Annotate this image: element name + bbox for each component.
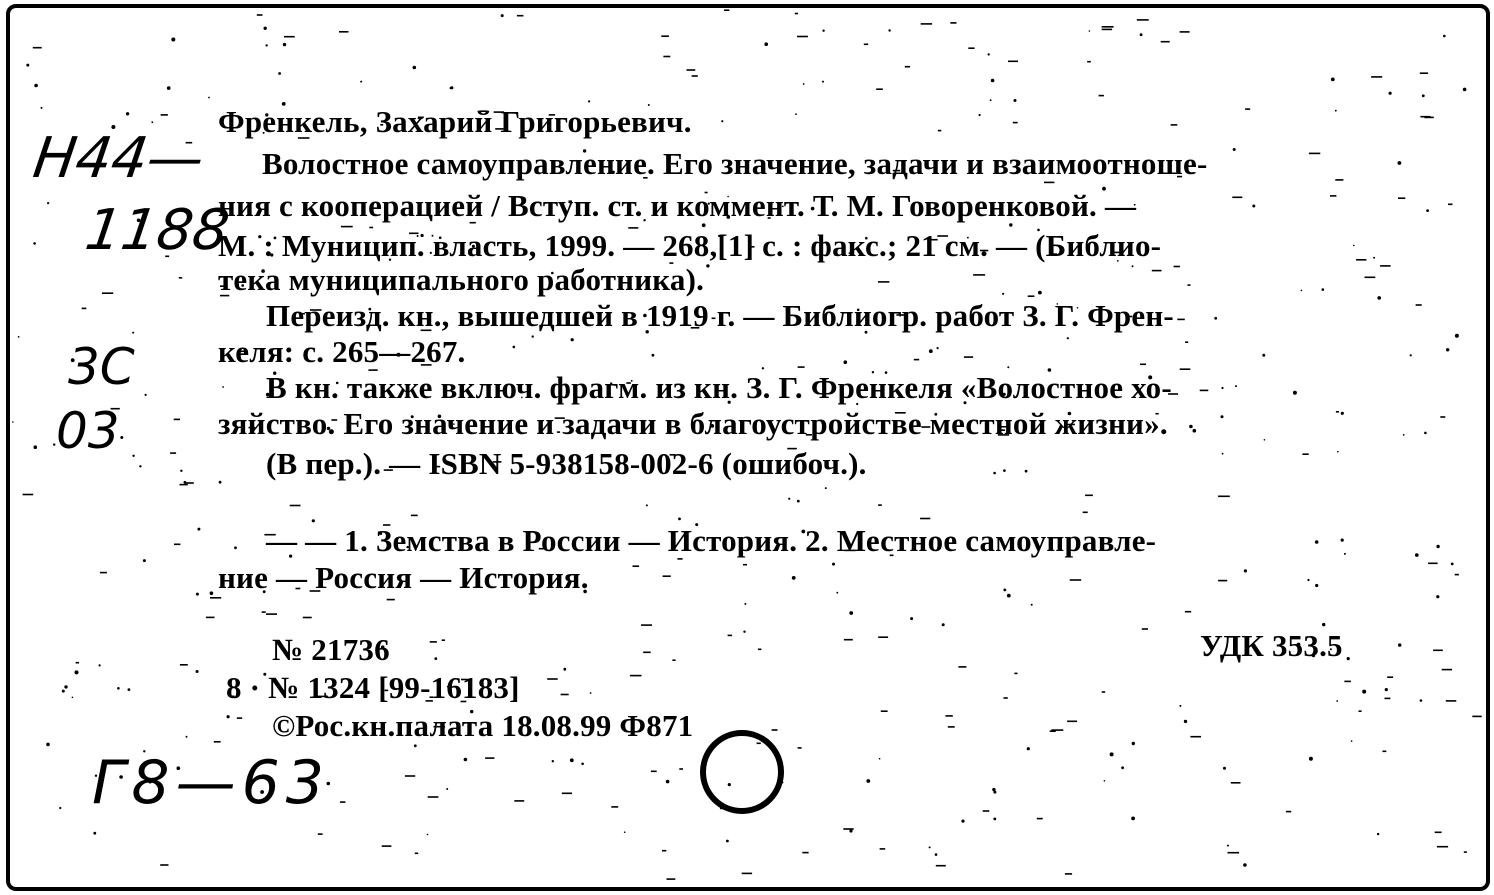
record-number-1: № 21736 [272,632,390,667]
handwritten-bottom-code: Г8—63 [92,748,330,818]
punch-hole [700,730,784,814]
record-number-2: 8 · № 1324 [99-16183] [226,670,520,705]
catalog-card [6,4,1490,891]
subjects-line-1: — — 1. Земства в России — История. 2. Местное самоуправле- [266,523,1157,558]
note2-line-2: зяйство. Его значение и задачи в благоустройстве местной жизни». [218,406,1168,441]
udc-code: УДК 353.5 [1200,628,1343,663]
note2-line-1: В кн. также включ. фрагм. из кн. З. Г. Френкеля «Волостное хо- [266,370,1172,405]
title-line-1: Волостное самоуправление. Его значение, задачи и взаимоотноше- [262,146,1208,181]
handwritten-shelfmark-line1: Н44— [29,126,208,191]
title-line-4: тека муниципального работника). [218,262,705,297]
author-heading: Френкель, Захарий Григорьевич. [218,104,692,139]
subjects-line-2: ние — Россия — История. [218,560,589,595]
title-line-2: ния с кооперацией / Вступ. ст. и коммент. Т. М. Говоренковой. — [218,188,1137,223]
handwritten-code-line1: 3С [68,338,135,396]
note1-line-1: Переизд. кн., вышедшей в 1919 г. — Библиогр. работ З. Г. Френ- [266,298,1174,333]
handwritten-shelfmark-line2: 1188 [81,198,234,263]
binding-isbn: (В пер.). — ISBN 5-938158-002-6 (ошибоч.). [266,446,867,481]
publisher-stamp: ©Рос.кн.палата 18.08.99 Ф871 [272,708,694,743]
handwritten-code-line2: 03 [56,402,120,460]
title-line-3: М. : Муницип. власть, 1999. — 268,[1] с. : факс.; 21 см. — (Библио- [218,228,1162,263]
note1-line-2: келя: с. 265—267. [218,334,466,369]
